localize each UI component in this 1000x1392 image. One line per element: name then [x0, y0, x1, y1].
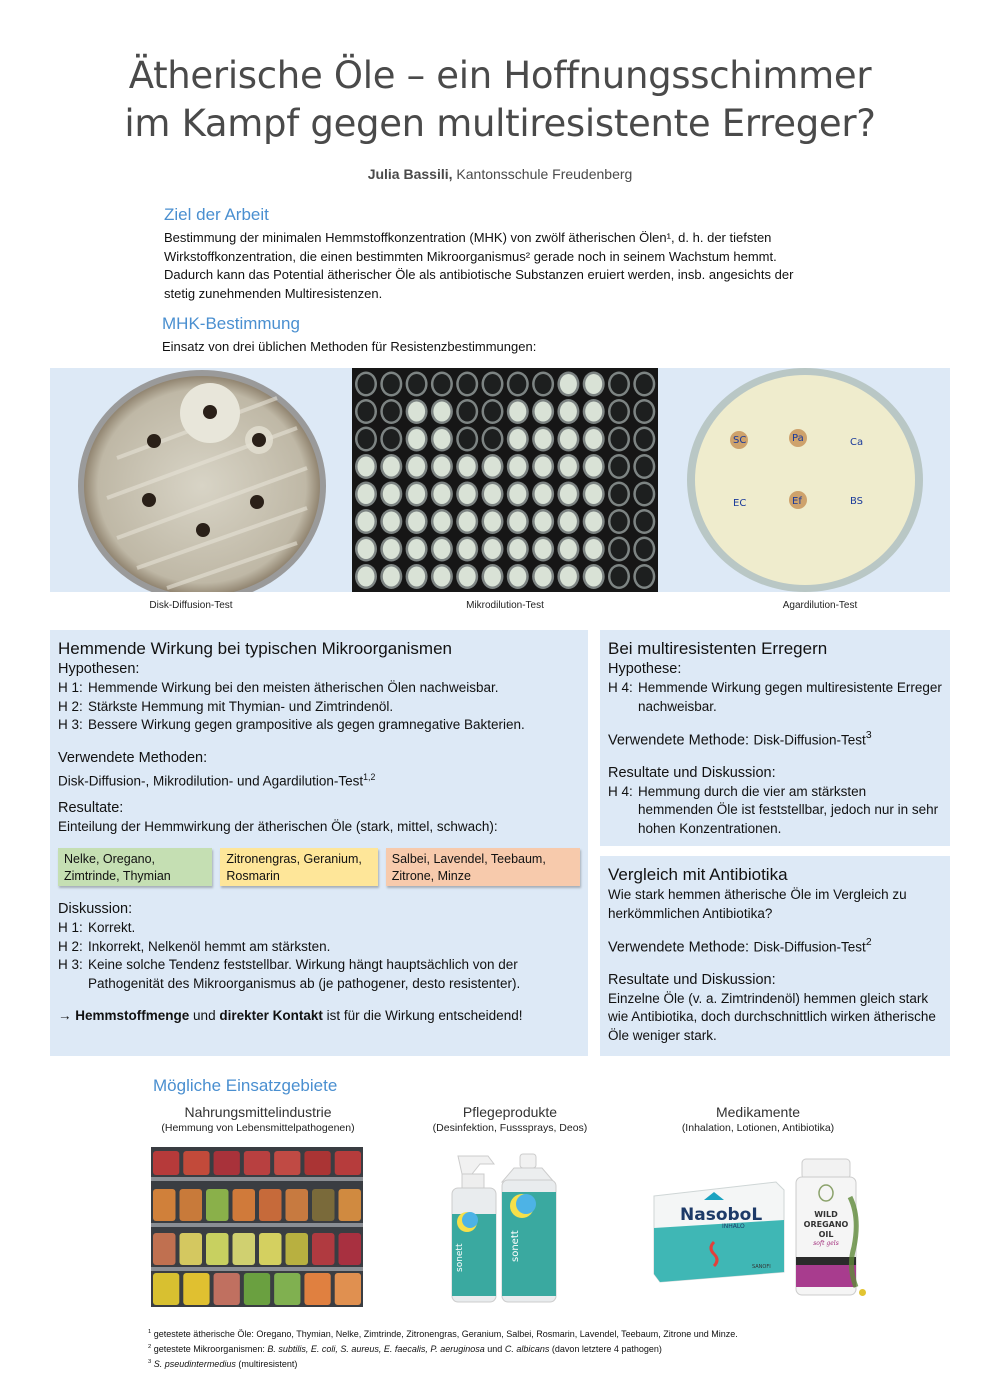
microplate-well-content [560, 429, 577, 449]
result-item: H 4: Hemmung durch die vier am stärksten hemmenden Öle ist feststellbar, jedoch nur in sehr hohen Konzentrationen. [608, 783, 939, 836]
svg-text:OREGANO: OREGANO [803, 1220, 849, 1229]
microdilution-photo [352, 368, 658, 592]
ziel-line: stetig zunehmenden Multiresistenzen. [164, 285, 383, 301]
produce-tray [180, 1189, 203, 1221]
produce-tray [183, 1273, 209, 1305]
microplate-well-content [383, 567, 400, 587]
produce-tray [180, 1233, 203, 1265]
microplate-well-content [509, 512, 526, 532]
footnote: $^1$ getestete ätherische Öle: Oregano, Thymian, Nelke, Zimtrinde, Zitronengras, Geranium, Salbei, Rosmarin, Lavendel, Teebaum, Zitrone und Minze. [148, 1329, 738, 1339]
microplate-well-content [611, 402, 628, 422]
microplate-well-content [433, 402, 450, 422]
hypothesis-item: H 2: Stärkste Hemmung mit Thymian- und Zimtrindenöl. [58, 698, 394, 714]
microplate-well-content [636, 429, 653, 449]
results-heading: Resultate und Diskussion: [608, 764, 776, 781]
section-heading-mhk: MHK-Bestimmung [162, 314, 300, 333]
softgel-capsule [859, 1289, 866, 1296]
microplate-well-content [433, 512, 450, 532]
microplate-well-content [459, 567, 476, 587]
microplate-well-content [585, 567, 602, 587]
microplate-well-content [509, 567, 526, 587]
microplate-well-content [484, 484, 501, 504]
produce-tray [286, 1233, 309, 1265]
microplate-well-content [585, 484, 602, 504]
methods-text: Disk-Diffusion-, Mikrodilution- und Agardilution-Test$^{1,2}$ [58, 771, 376, 788]
produce-tray [233, 1233, 256, 1265]
panel-typical-microorganisms [50, 630, 588, 1056]
produce-tray [233, 1189, 256, 1221]
microplate-well-content [358, 374, 375, 394]
microplate-well-content [383, 429, 400, 449]
microplate-well-content [484, 374, 501, 394]
caption-disk-diffusion: Disk-Diffusion-Test [149, 600, 233, 611]
produce-tray [206, 1189, 229, 1221]
title-line-2: im Kampf gegen multiresistente Erreger? [124, 102, 876, 145]
svg-text:SANOFI: SANOFI [752, 1264, 771, 1270]
agar-label: Pa [792, 433, 804, 444]
microplate-well-content [484, 429, 501, 449]
microplate-well-content [383, 374, 400, 394]
microplate-well-content [484, 567, 501, 587]
inhibition-categories [58, 848, 580, 886]
microplate-well-content [433, 539, 450, 559]
microplate-well-content [358, 429, 375, 449]
produce-tray [335, 1273, 361, 1305]
caption-agardilution: Agardilution-Test [782, 600, 858, 611]
microplate-well-content [408, 374, 425, 394]
microplate-well-content [636, 374, 653, 394]
produce-tray [286, 1189, 309, 1221]
mhk-intro: Einsatz von drei üblichen Methoden für Resistenzbestimmungen: [162, 339, 537, 354]
discussion-item: H 3: Keine solche Tendenz feststellbar. Wirkung hängt hauptsächlich von der Pathogenität des Mikroorganismus ab (je pathogener, desto resistenter). [58, 957, 521, 991]
category-medium: Zitronengras, Geranium, Rosmarin [220, 848, 377, 886]
results-text: Einteilung der Hemmwirkung der ätherischen Öle (stark, mittel, schwach): [58, 818, 498, 834]
hypotheses-heading: Hypothesen: [58, 661, 140, 677]
produce-tray [183, 1151, 209, 1175]
section-heading-ziel: Ziel der Arbeit [164, 205, 269, 224]
microplate-well-content [459, 457, 476, 477]
microplate-well-content [358, 402, 375, 422]
microplate-well-content [433, 567, 450, 587]
svg-text:soft gels: soft gels [813, 1240, 839, 1247]
poster-title [0, 52, 1000, 148]
produce-tray [244, 1151, 270, 1175]
microplate-well-content [433, 457, 450, 477]
microplate-well-content [611, 374, 628, 394]
microplate-well-content [636, 457, 653, 477]
microplate-well-content [611, 484, 628, 504]
panel-title: Bei multiresistenten Erregern [608, 639, 828, 658]
microplate-well-content [535, 374, 552, 394]
panel-title: Hemmende Wirkung bei typischen Mikroorganismen [58, 639, 452, 658]
panel-multiresistant [600, 630, 950, 846]
produce-tray [214, 1273, 240, 1305]
ziel-line: Wirkstoffkonzentration, die einen bestimmten Mikroorganismus² gerade noch in seinem Wachstum hemmt. [164, 248, 777, 264]
caption-mikrodilution: Mikrodilution-Test [466, 600, 544, 611]
einsatz-medicine: Medikamente (Inhalation, Lotionen, Antibiotika) [681, 1104, 835, 1134]
microplate-well-content [535, 567, 552, 587]
microplate-well-content [636, 539, 653, 559]
microplate-well-content [408, 457, 425, 477]
panel-title: Vergleich mit Antibiotika [608, 865, 788, 884]
methods-heading: Verwendete Methoden: [58, 749, 208, 766]
microplate-well-content [560, 567, 577, 587]
microplate-well-content [433, 484, 450, 504]
brand-label: sonett [510, 1230, 521, 1262]
microplate-well-content [358, 539, 375, 559]
microplate-well-content [535, 512, 552, 532]
microplate-well-content [358, 484, 375, 504]
microplate-well-content [459, 539, 476, 559]
supermarket-shelf-photo [151, 1147, 363, 1307]
microplate-well-content [611, 567, 628, 587]
produce-tray [339, 1189, 362, 1221]
microplate-well-content [408, 567, 425, 587]
produce-tray [259, 1233, 282, 1265]
discussion-item: H 2: Inkorrekt, Nelkenöl hemmt am stärksten. [58, 938, 331, 954]
ziel-line: Dadurch kann das Potential ätherischer Öle als antibiotische Substanzen eruiert werden, insb. angesichts der [164, 267, 794, 282]
microplate-well-content [585, 374, 602, 394]
microplate-well-content [484, 539, 501, 559]
disk-well [196, 523, 210, 537]
conclusion: → Hemmstoffmenge und direkter Kontakt ist für die Wirkung entscheidend! [58, 1008, 523, 1023]
shelf-edge [151, 1223, 363, 1227]
disk-well [203, 405, 217, 419]
ziel-text [164, 229, 864, 303]
title-line-1: Ätherische Öle – ein Hoffnungsschimmer [128, 54, 872, 97]
hypothesis-heading: Hypothese: [608, 661, 682, 677]
hypothesis-item: H 1: Hemmende Wirkung bei den meisten ätherischen Ölen nachweisbar. [58, 680, 499, 695]
panel-antibiotics [600, 856, 950, 1056]
microplate-well-content [383, 539, 400, 559]
results-text: Einzelne Öle (v. a. Zimtrindenöl) hemmen gleich stark wie Antibiotika, doch durchschnittlich wirken ätherische Öle weniger stark. [608, 990, 936, 1043]
agar-label: Ef [792, 496, 802, 507]
produce-tray [259, 1189, 282, 1221]
microplate-well-content [408, 484, 425, 504]
produce-tray [244, 1273, 270, 1305]
microplate-well-content [433, 374, 450, 394]
microplate-well-content [459, 429, 476, 449]
section-heading-einsatz: Mögliche Einsatzgebiete [153, 1076, 338, 1095]
microplate-well-content [408, 512, 425, 532]
author-school: Kantonsschule Freudenberg [456, 166, 633, 182]
microplate-well-content [611, 539, 628, 559]
disk-diffusion-photo [77, 368, 327, 592]
microplate-well-content [636, 567, 653, 587]
microplate-well-content [358, 457, 375, 477]
oregano-oil-bottle-photo [792, 1157, 860, 1297]
ziel-line: Bestimmung der minimalen Hemmstoffkonzentration (MHK) von zwölf ätherischen Ölen¹, d. h. der tiefsten [164, 230, 772, 245]
footnote: $^3$ S. pseudintermedius (multiresistent) [148, 1359, 298, 1369]
produce-tray [214, 1151, 240, 1175]
method-line: Verwendete Methode: Disk-Diffusion-Test$^3$ [608, 730, 872, 749]
microplate-well-content [459, 512, 476, 532]
nasobol-box-photo [652, 1180, 786, 1284]
microplate-well-content [433, 429, 450, 449]
brand-label: NasoboL [680, 1205, 763, 1225]
microplate-well-content [383, 512, 400, 532]
produce-tray [153, 1189, 176, 1221]
author-name: Julia Bassili, [367, 166, 453, 182]
microplate-well-content [358, 512, 375, 532]
microplate-well-content [535, 539, 552, 559]
produce-tray [312, 1233, 335, 1265]
microplate-well-content [560, 512, 577, 532]
disinfectant-bottles-photo [440, 1152, 580, 1304]
produce-tray [206, 1233, 229, 1265]
microplate-well-content [459, 484, 476, 504]
agar-label: EC [733, 498, 747, 509]
microplate-well-content [585, 457, 602, 477]
produce-tray [274, 1273, 300, 1305]
microplate-well-content [585, 512, 602, 532]
svg-text:INHALO: INHALO [722, 1223, 745, 1230]
microplate-well-content [383, 484, 400, 504]
microplate-well-content [611, 457, 628, 477]
microplate-well-content [611, 429, 628, 449]
microplate-well-content [484, 512, 501, 532]
footnote: $^2$ getestete Mikroorganismen: B. subtilis, E. coli, S. aureus, E. faecalis, P. aeruginosa und C. albicans (davon letztere 4 pathogen) [148, 1344, 662, 1354]
microplate-well-content [585, 429, 602, 449]
shelf-edge [151, 1267, 363, 1271]
agar-label: SC [733, 435, 747, 446]
svg-text:OIL: OIL [818, 1230, 834, 1239]
brand-label: sonett [455, 1243, 465, 1272]
microplate-well-content [535, 484, 552, 504]
microplate-well-content [358, 567, 375, 587]
microplate-well-content [509, 457, 526, 477]
produce-tray [153, 1233, 176, 1265]
microplate-well-content [509, 402, 526, 422]
microplate-well-content [535, 429, 552, 449]
hypothesis-item: H 4: Hemmende Wirkung gegen multiresistente Erreger nachweisbar. [608, 680, 942, 714]
microplate-well-content [459, 402, 476, 422]
microplate-well-content [560, 484, 577, 504]
category-weak: Salbei, Lavendel, Teebaum, Zitrone, Minze [386, 848, 580, 886]
microplate-well-content [636, 402, 653, 422]
einsatz-care: Pflegeprodukte (Desinfektion, Fusssprays, Deos) [432, 1104, 588, 1134]
microplate-well-content [585, 539, 602, 559]
agar-dilution-photo [685, 368, 925, 592]
produce-tray [304, 1273, 330, 1305]
produce-tray [335, 1151, 361, 1175]
results-heading: Resultate und Diskussion: [608, 971, 776, 988]
results-heading: Resultate: [58, 799, 124, 816]
disk-well [252, 433, 266, 447]
microplate-well-content [535, 402, 552, 422]
shelf-edge [151, 1177, 363, 1181]
footnotes [148, 1326, 738, 1371]
question-text: Wie stark hemmen ätherische Öle im Vergleich zu herkömmlichen Antibiotika? [608, 887, 907, 921]
category-strong: Nelke, Oregano, Zimtrinde, Thymian [58, 848, 212, 886]
agar-label: BS [850, 496, 864, 507]
produce-tray [153, 1151, 179, 1175]
disk-well [147, 434, 161, 448]
microplate-well-content [383, 402, 400, 422]
microplate-well-content [560, 457, 577, 477]
einsatz-food: Nahrungsmittelindustrie (Hemmung von Lebensmittelpathogenen) [161, 1104, 355, 1134]
microplate-well-content [484, 457, 501, 477]
produce-tray [339, 1233, 362, 1265]
microplate-well-content [509, 484, 526, 504]
microplate-well-content [383, 457, 400, 477]
produce-tray [304, 1151, 330, 1175]
microplate-well-content [636, 512, 653, 532]
disk-well [142, 493, 156, 507]
author-line [0, 166, 1000, 182]
microplate-well-content [408, 402, 425, 422]
microplate-well-content [509, 429, 526, 449]
microplate-well-content [636, 484, 653, 504]
microplate-well-content [459, 374, 476, 394]
arrow-right-icon: → [58, 1008, 72, 1023]
produce-tray [274, 1151, 300, 1175]
microplate-well-content [535, 457, 552, 477]
produce-tray [153, 1273, 179, 1305]
microplate-well-content [611, 512, 628, 532]
microplate-well-content [484, 402, 501, 422]
microplate-well-content [560, 539, 577, 559]
microplate-well-content [408, 539, 425, 559]
agar-label: Ca [850, 437, 864, 448]
microplate-well-content [585, 402, 602, 422]
method-line: Verwendete Methode: Disk-Diffusion-Test$^2$ [608, 937, 872, 956]
microplate-well-content [509, 539, 526, 559]
microplate-well-content [408, 429, 425, 449]
discussion-heading: Diskussion: [58, 901, 133, 917]
hypothesis-item: H 3: Bessere Wirkung gegen grampositive als gegen gramnegative Bakterien. [58, 717, 525, 732]
disk-well [250, 495, 264, 509]
discussion-item: H 1: Korrekt. [58, 920, 136, 935]
microplate-well-content [560, 374, 577, 394]
svg-text:WILD: WILD [814, 1210, 838, 1219]
microplate-well-content [560, 402, 577, 422]
microplate-well-content [509, 374, 526, 394]
produce-tray [312, 1189, 335, 1221]
